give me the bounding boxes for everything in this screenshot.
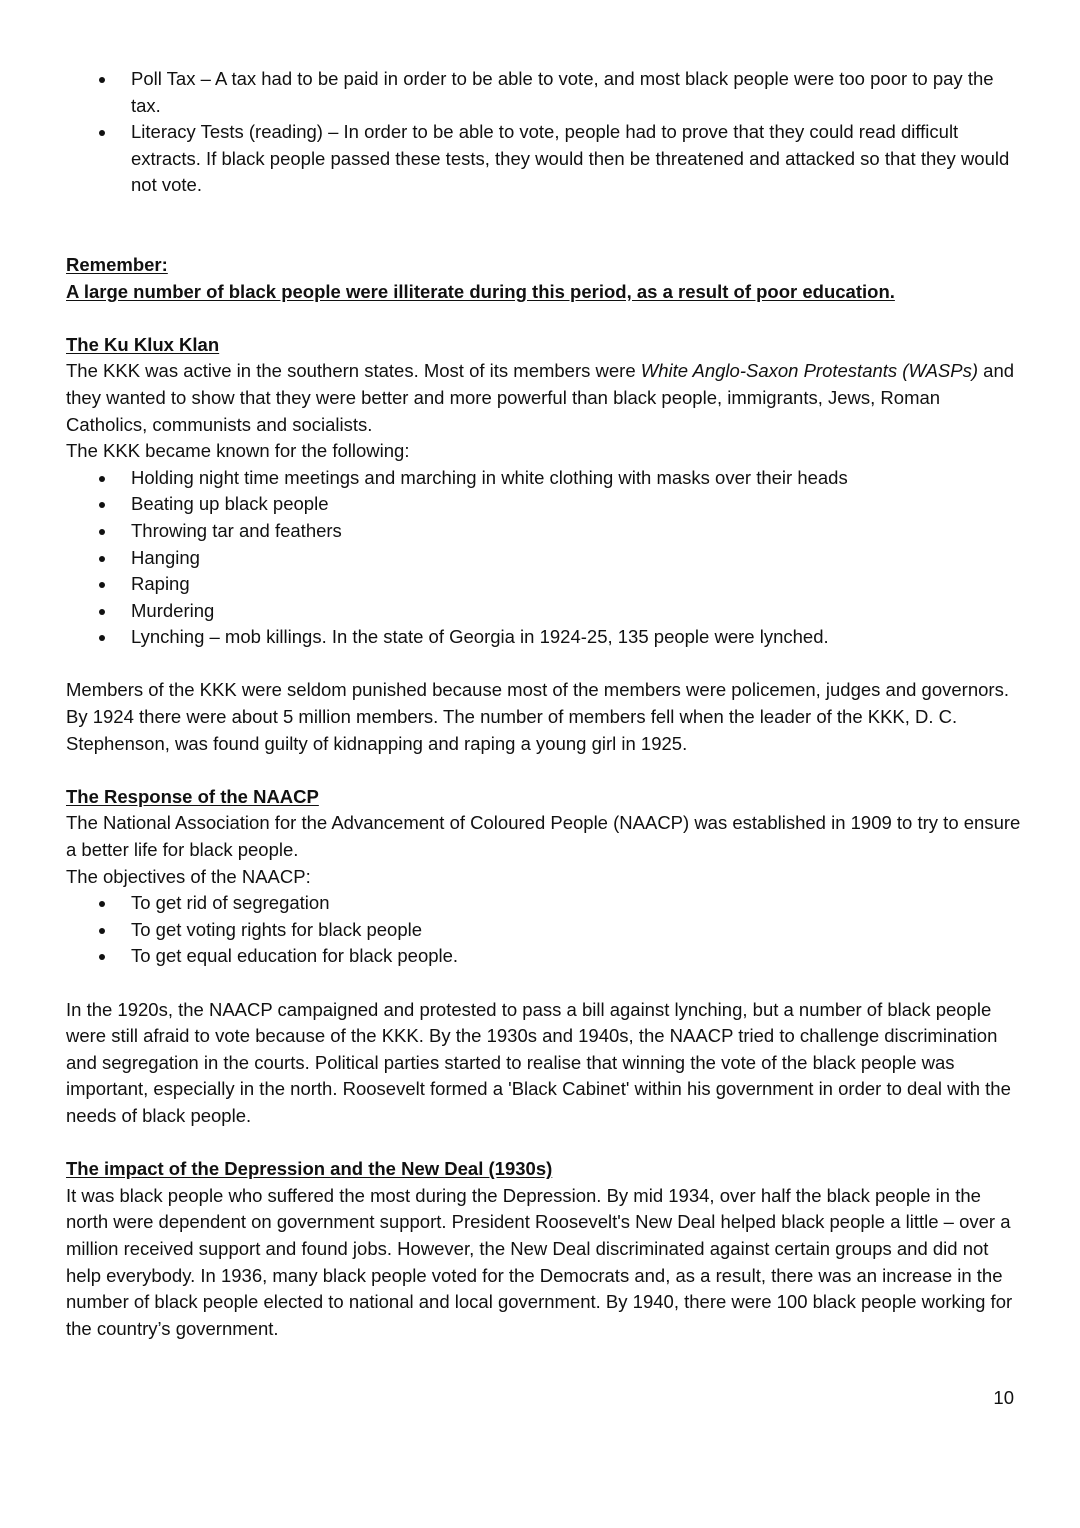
list-item: Throwing tar and feathers (66, 518, 1026, 545)
naacp-objectives-label: The objectives of the NAACP: (66, 865, 311, 887)
list-item: Poll Tax – A tax had to be paid in order to be able to vote, and most black people were too poor to pay the tax. (66, 66, 1026, 119)
naacp-intro: The National Association for the Advancement of Coloured People (NAACP) was established in 1909 to try to ensure a better life for black people. (66, 812, 1021, 861)
kkk-known-for: The KKK became known for the following: (66, 440, 410, 462)
depression-paragraph: It was black people who suffered the most during the Depression. By mid 1934, over half the black people in the north were dependent on government support. President Roosevelt's New Deal helped black people a little – over a million received support and found jobs. However, the New Deal discriminated against certain groups and did not help everybody. In 1936, many black people voted for the Democrats and, as a result, there was an increase in the number of black people elected to national and local government. By 1940, there were 100 black people working for the country’s government. (66, 1184, 1013, 1339)
kkk-intro-italic: White Anglo-Saxon Protestants (WASPs) (640, 360, 979, 382)
list-item: Holding night time meetings and marching in white clothing with masks over their heads (66, 465, 1026, 492)
list-item: To get equal education for black people. (66, 943, 1026, 970)
naacp-heading: The Response of the NAACP (66, 785, 319, 807)
naacp-paragraph: In the 1920s, the NAACP campaigned and protested to pass a bill against lynching, but a number of black people were still afraid to vote because of the KKK. By the 1930s and 1940s, the NAACP tried to challenge discrimination and segregation in the courts. Political parties started to realise that winning the vote of the black people was important, especially in the north. Roosevelt formed a 'Black Cabinet' within his government in order to deal with the needs of black people. (66, 998, 1011, 1126)
kkk-heading: The Ku Klux Klan (66, 333, 220, 355)
depression-heading: The impact of the Depression and the New Deal (1930s) (66, 1158, 553, 1180)
page-content (66, 66, 1026, 1342)
kkk-activities-list (66, 465, 1026, 651)
list-item: Literacy Tests (reading) – In order to be able to vote, people had to prove that they could read difficult extracts. If black people passed these tests, they would then be threatened and attacked so that they would not vote. (66, 119, 1026, 199)
list-item: To get rid of segregation (66, 890, 1026, 917)
remember-heading: Remember: (66, 253, 168, 275)
list-item: Lynching – mob killings. In the state of Georgia in 1924-25, 135 people were lynched. (66, 624, 1026, 651)
list-item: Beating up black people (66, 491, 1026, 518)
remember-text: A large number of black people were illiterate during this period, as a result of poor education. (66, 280, 895, 302)
page-number: 10 (993, 1387, 1014, 1408)
naacp-objectives-list (66, 890, 1026, 970)
kkk-intro-before: The KKK was active in the southern states. Most of its members were (66, 360, 641, 382)
list-item: To get voting rights for black people (66, 917, 1026, 944)
kkk-intro (66, 358, 1026, 438)
list-item: Raping (66, 571, 1026, 598)
voting-barriers-list (66, 66, 1026, 199)
list-item: Hanging (66, 545, 1026, 572)
kkk-intro-after: and they wanted to show that they were better and more powerful than black people, immigrants, Jews, Roman Catholics, communists and socialists. (66, 360, 1015, 435)
kkk-paragraph: Members of the KKK were seldom punished because most of the members were policemen, judges and governors. By 1924 there were about 5 million members. The number of members fell when the leader of the KKK, D. C. Stephenson, was found guilty of kidnapping and raping a young girl in 1925. (66, 679, 1009, 754)
list-item: Murdering (66, 598, 1026, 625)
